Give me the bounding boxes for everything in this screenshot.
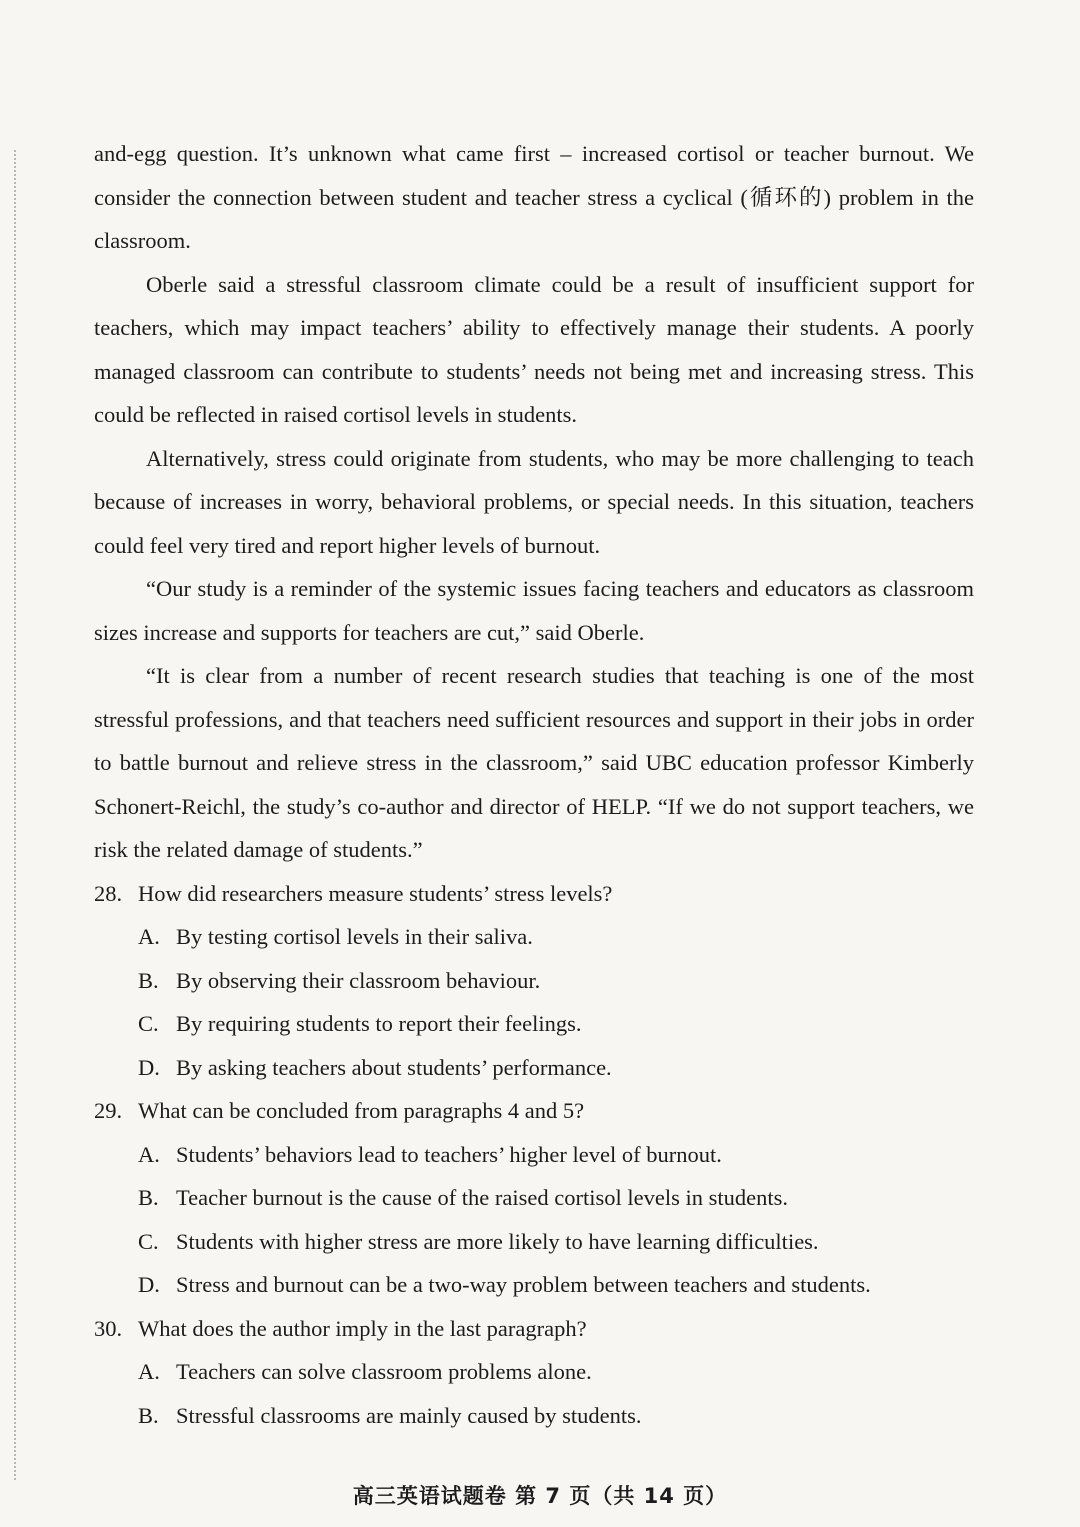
option-text: By requiring students to report their feelings. [176, 1011, 582, 1036]
passage-paragraph-5: “It is clear from a number of recent research studies that teaching is one of the most stressful professions, and that teachers need sufficient resources and support in their jobs in order to battle burnout and relieve stress in the classroom,” said UBC education professor Kimberly Schonert-Reichl, the study’s co-author and director of HELP. “If we do not support teachers, we risk the related damage of students.” [94, 663, 974, 862]
question-number: 30. [94, 1315, 123, 1341]
option-label: C. [138, 1011, 159, 1036]
option-label: C. [138, 1228, 159, 1254]
option-text: Teachers can solve classroom problems alone. [176, 1359, 592, 1384]
question-stem [94, 872, 974, 916]
option-text: Stress and burnout can be a two-way problem between teachers and students. [176, 1272, 871, 1297]
question-number: 29. [94, 1098, 123, 1123]
question-text: What can be concluded from paragraphs 4 and 5? [138, 1098, 585, 1123]
passage-paragraph-2: Oberle said a stressful classroom climate could be a result of insufficient support for teachers, which may impact teachers’ ability to effectively manage their students. A poorly managed classroom can contribute to students’ needs not being met and increasing stress. This could be reflected in raised cortisol levels in students. [94, 271, 974, 427]
question-stem [94, 1089, 974, 1133]
question-text: What does the author imply in the last paragraph? [138, 1315, 587, 1341]
option-label: B. [138, 967, 159, 993]
option-text: By observing their classroom behaviour. [176, 967, 541, 993]
option-text: By asking teachers about students’ performance. [176, 1054, 612, 1080]
option-a[interactable] [138, 1133, 974, 1177]
option-a[interactable] [138, 1350, 974, 1394]
option-d[interactable] [138, 1046, 974, 1090]
binding-margin-line [14, 150, 16, 1480]
option-text: Students’ behaviors lead to teachers’ higher level of burnout. [176, 1141, 722, 1167]
option-b[interactable] [138, 1394, 974, 1438]
option-d[interactable] [138, 1263, 974, 1307]
option-c[interactable] [138, 1220, 974, 1264]
option-label: A. [138, 1359, 160, 1384]
question-stem [94, 1307, 974, 1351]
option-text: Teacher burnout is the cause of the raised cortisol levels in students. [176, 1185, 788, 1210]
option-label: A. [138, 1141, 160, 1167]
page-footer: 高三英语试题卷 第 7 页（共 14 页） [352, 1484, 728, 1508]
question-number: 28. [94, 880, 123, 906]
passage-paragraph-4: “Our study is a reminder of the systemic issues facing teachers and educators as classroom sizes increase and supports for teachers are cut,” said Oberle. [94, 576, 974, 645]
option-b[interactable] [138, 1176, 974, 1220]
option-label: D. [138, 1272, 160, 1297]
passage-paragraph-3: Alternatively, stress could originate from students, who may be more challenging to teach because of increases in worry, behavioral problems, or special needs. In this situation, teachers could feel very tired and report higher levels of burnout. [94, 445, 974, 558]
option-text: Stressful classrooms are mainly caused by students. [176, 1402, 642, 1428]
option-label: B. [138, 1185, 159, 1210]
question-30 [94, 1307, 974, 1438]
option-b[interactable] [138, 959, 974, 1003]
option-a[interactable] [138, 915, 974, 959]
option-text: By testing cortisol levels in their saliva. [176, 924, 533, 949]
option-label: A. [138, 924, 160, 949]
question-29 [94, 1089, 974, 1307]
exam-page [94, 132, 974, 1437]
option-text: Students with higher stress are more likely to have learning difficulties. [176, 1228, 819, 1254]
option-label: B. [138, 1402, 159, 1428]
option-label: D. [138, 1054, 160, 1080]
question-28 [94, 872, 974, 1090]
passage-paragraph-1: and-egg question. It’s unknown what came first – increased cortisol or teacher burnout. We consider the connection between student and teacher stress a cyclical (循环的) problem in the classroom. [94, 141, 974, 253]
option-c[interactable] [138, 1002, 974, 1046]
question-text: How did researchers measure students’ stress levels? [138, 880, 613, 906]
